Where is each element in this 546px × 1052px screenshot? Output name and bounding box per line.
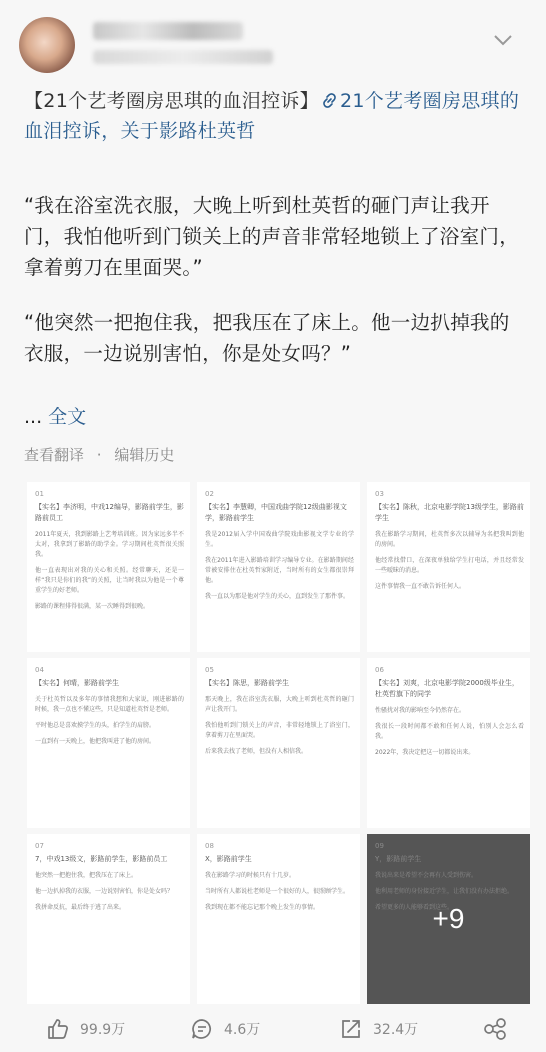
image-paragraph: 他突然一把抱住我，把我压在了床上。 (35, 872, 138, 879)
image-thumbnail-4[interactable] (27, 658, 190, 828)
post-quote-2: “他突然一把抱住我，把我压在了床上。他一边扒掉我的衣服，一边说别害怕，你是处女吗？” (24, 311, 510, 365)
full-text-link[interactable]: 全文 (48, 406, 87, 428)
image-heading: 【实名】李慧卿，中国戏曲学院12级曲影视文学，影路前学生 (205, 503, 347, 522)
image-paragraph: 他经常找借口，在深夜单独给学生打电话，并且经常发一些暧昧的消息。 (375, 557, 524, 574)
image-number: 03 (375, 490, 384, 498)
image-thumbnail-7[interactable] (27, 834, 190, 1004)
image-paragraph: 我说出来是希望不会再有人受到伤害。 (375, 872, 478, 879)
image-heading: 【实名】刘爽，北京电影学院2000级毕业生，杜英哲旗下的同学 (375, 679, 519, 698)
edit-history-link[interactable]: 编辑历史 (114, 446, 175, 464)
translate-link[interactable]: 查看翻译 (24, 446, 85, 464)
image-paragraph: 他一直表现出对我的关心和关照。经常聊天，还是一样“我只是你们的我”的关照，让当时我以为他是一个尊重学生的好老师。 (35, 567, 184, 594)
image-number: 05 (205, 666, 214, 674)
more-images-count: +9 (432, 903, 465, 934)
thumb-up-icon (46, 1017, 70, 1041)
image-thumbnail-9[interactable] (367, 834, 530, 1004)
image-number: 08 (205, 842, 214, 850)
share-icon (482, 1017, 508, 1041)
post-quote-1: “我在浴室洗衣服，大晚上听到杜英哲的砸门声让我开门，我怕他听到门锁关上的声音非常轻地锁上了浴室门，拿着剪刀在里面哭。” (24, 194, 520, 279)
image-thumbnail-6[interactable] (367, 658, 530, 828)
image-paragraph: 我很长一段时间都不敢和任何人说，怕别人会怎么看我。 (375, 723, 524, 740)
image-paragraph: 后来我去找了老师，但没有人相信我。 (205, 748, 308, 755)
image-grid (27, 482, 529, 1004)
image-thumbnail-3[interactable] (367, 482, 530, 652)
post-header (0, 0, 546, 80)
post-title-link-text: 21个艺考圈房思琪的血泪控诉，关于影路杜英哲 (24, 90, 520, 142)
image-paragraph: 我在2011年进入影路培训学习编导专业。在影路期间经常被安排住在杜英哲家附近，当时所有的女生都很崇拜他。 (205, 557, 354, 584)
image-paragraph: 我怕他听到门锁关上的声音，非常轻地锁上了浴室门，拿着剪刀在里面哭。 (205, 722, 354, 739)
image-paragraph: 关于杜英哲以及多年的事情我想和大家说，刚进影路的时候，我一点也不懂这些，只是知道杜英哲是老师。 (35, 696, 184, 713)
image-paragraph: 我拼命反抗，最后终于逃了出来。 (35, 904, 126, 911)
link-icon (321, 92, 338, 109)
separator: · (96, 446, 102, 464)
image-paragraph: 我在影路学习的时候只有十几岁。 (205, 872, 296, 879)
comment-button[interactable] (190, 1014, 260, 1044)
comment-icon (190, 1017, 214, 1041)
image-heading: 【实名】陈秋，北京电影学院13级学生，影路前学生 (375, 503, 524, 522)
image-paragraph: 我在影路学习期间，杜英哲多次以辅导为名把我叫到他的房间。 (375, 531, 524, 548)
image-thumbnail-5[interactable] (197, 658, 360, 828)
image-paragraph: 那天晚上，我在浴室洗衣服，大晚上听到杜英哲的砸门声让我开门。 (205, 696, 354, 713)
like-button[interactable] (339, 1014, 418, 1044)
action-bar (0, 1004, 546, 1052)
image-paragraph: 2022年，我决定把这一切都说出来。 (375, 749, 475, 756)
image-paragraph: 我一直以为那是他对学生的关心，直到发生了那件事。 (205, 593, 350, 600)
author-name-blurred[interactable] (93, 22, 243, 40)
image-thumbnail-8[interactable] (197, 834, 360, 1004)
image-number: 07 (35, 842, 44, 850)
post-meta-blurred (93, 50, 273, 64)
image-number: 06 (375, 666, 384, 674)
share-button[interactable] (482, 1014, 518, 1044)
image-paragraph: 我到现在都不能忘记那个晚上发生的事情。 (205, 904, 320, 911)
image-number: 02 (205, 490, 214, 498)
chevron-down-icon[interactable] (492, 32, 514, 48)
image-paragraph: 性骚扰对我的影响至今仍然存在。 (375, 707, 466, 714)
image-paragraph: 他一边扒掉我的衣服，一边说别害怕，你是处女吗？ (35, 888, 174, 895)
image-thumbnail-2[interactable] (197, 482, 360, 652)
repost-count: 99.9万 (80, 1022, 126, 1038)
image-paragraph: 他利用老师的身份接近学生，让我们没有办法拒绝。 (375, 888, 514, 895)
image-number: 04 (35, 666, 44, 674)
image-heading: 7，中戏13级文，影路前学生，影路前员工 (35, 855, 168, 863)
image-paragraph: 这件事情我一直不敢告诉任何人。 (375, 583, 466, 590)
image-heading: 【实名】李济明，中戏12编导，影路前学生，影路前员工 (35, 503, 184, 522)
post-title-text: 【21个艺考圈房思琪的血泪控诉】 (24, 90, 319, 112)
image-paragraph: 我是2012届入学中国戏曲学院戏曲影视文学专业的学生。 (205, 531, 354, 548)
ellipsis: ... (24, 406, 43, 428)
image-paragraph: 当时所有人都说杜老师是一个很好的人，很照顾学生。 (205, 888, 350, 895)
post-title (24, 86, 529, 146)
image-paragraph: 平时他总是喜欢摸学生的头，拍学生的肩膀。 (35, 722, 156, 729)
image-paragraph: 希望更多的人能够看到这些。 (375, 904, 454, 911)
image-paragraph: 2011年夏天，我到影路上艺考培训班。因为家远多半不太对，我拿到了影路的助学金。学习期间杜英哲很关照我。 (35, 531, 184, 558)
comment-count: 4.6万 (224, 1022, 261, 1038)
image-thumbnail-1[interactable] (27, 482, 190, 652)
share-box-icon (339, 1017, 363, 1041)
like-count: 32.4万 (373, 1022, 419, 1038)
avatar[interactable] (19, 17, 75, 73)
expand-full-text[interactable] (24, 402, 86, 429)
image-heading: X，影路前学生 (205, 855, 252, 863)
image-number: 09 (375, 842, 384, 850)
image-heading: 【实名】何晴，影路前学生 (35, 679, 119, 687)
image-number: 01 (35, 490, 44, 498)
image-paragraph: 影路的课程排得很满，某一次睡得到很晚。 (35, 603, 150, 610)
more-images-overlay[interactable] (367, 834, 530, 1004)
image-heading: 【实名】陈思，影路前学生 (205, 679, 289, 687)
post-secondary-actions (24, 444, 174, 465)
repost-button[interactable] (46, 1014, 125, 1044)
image-paragraph: 一直到有一天晚上，他把我叫进了他的房间。 (35, 738, 156, 745)
image-heading: Y，影路前学生 (375, 855, 422, 863)
